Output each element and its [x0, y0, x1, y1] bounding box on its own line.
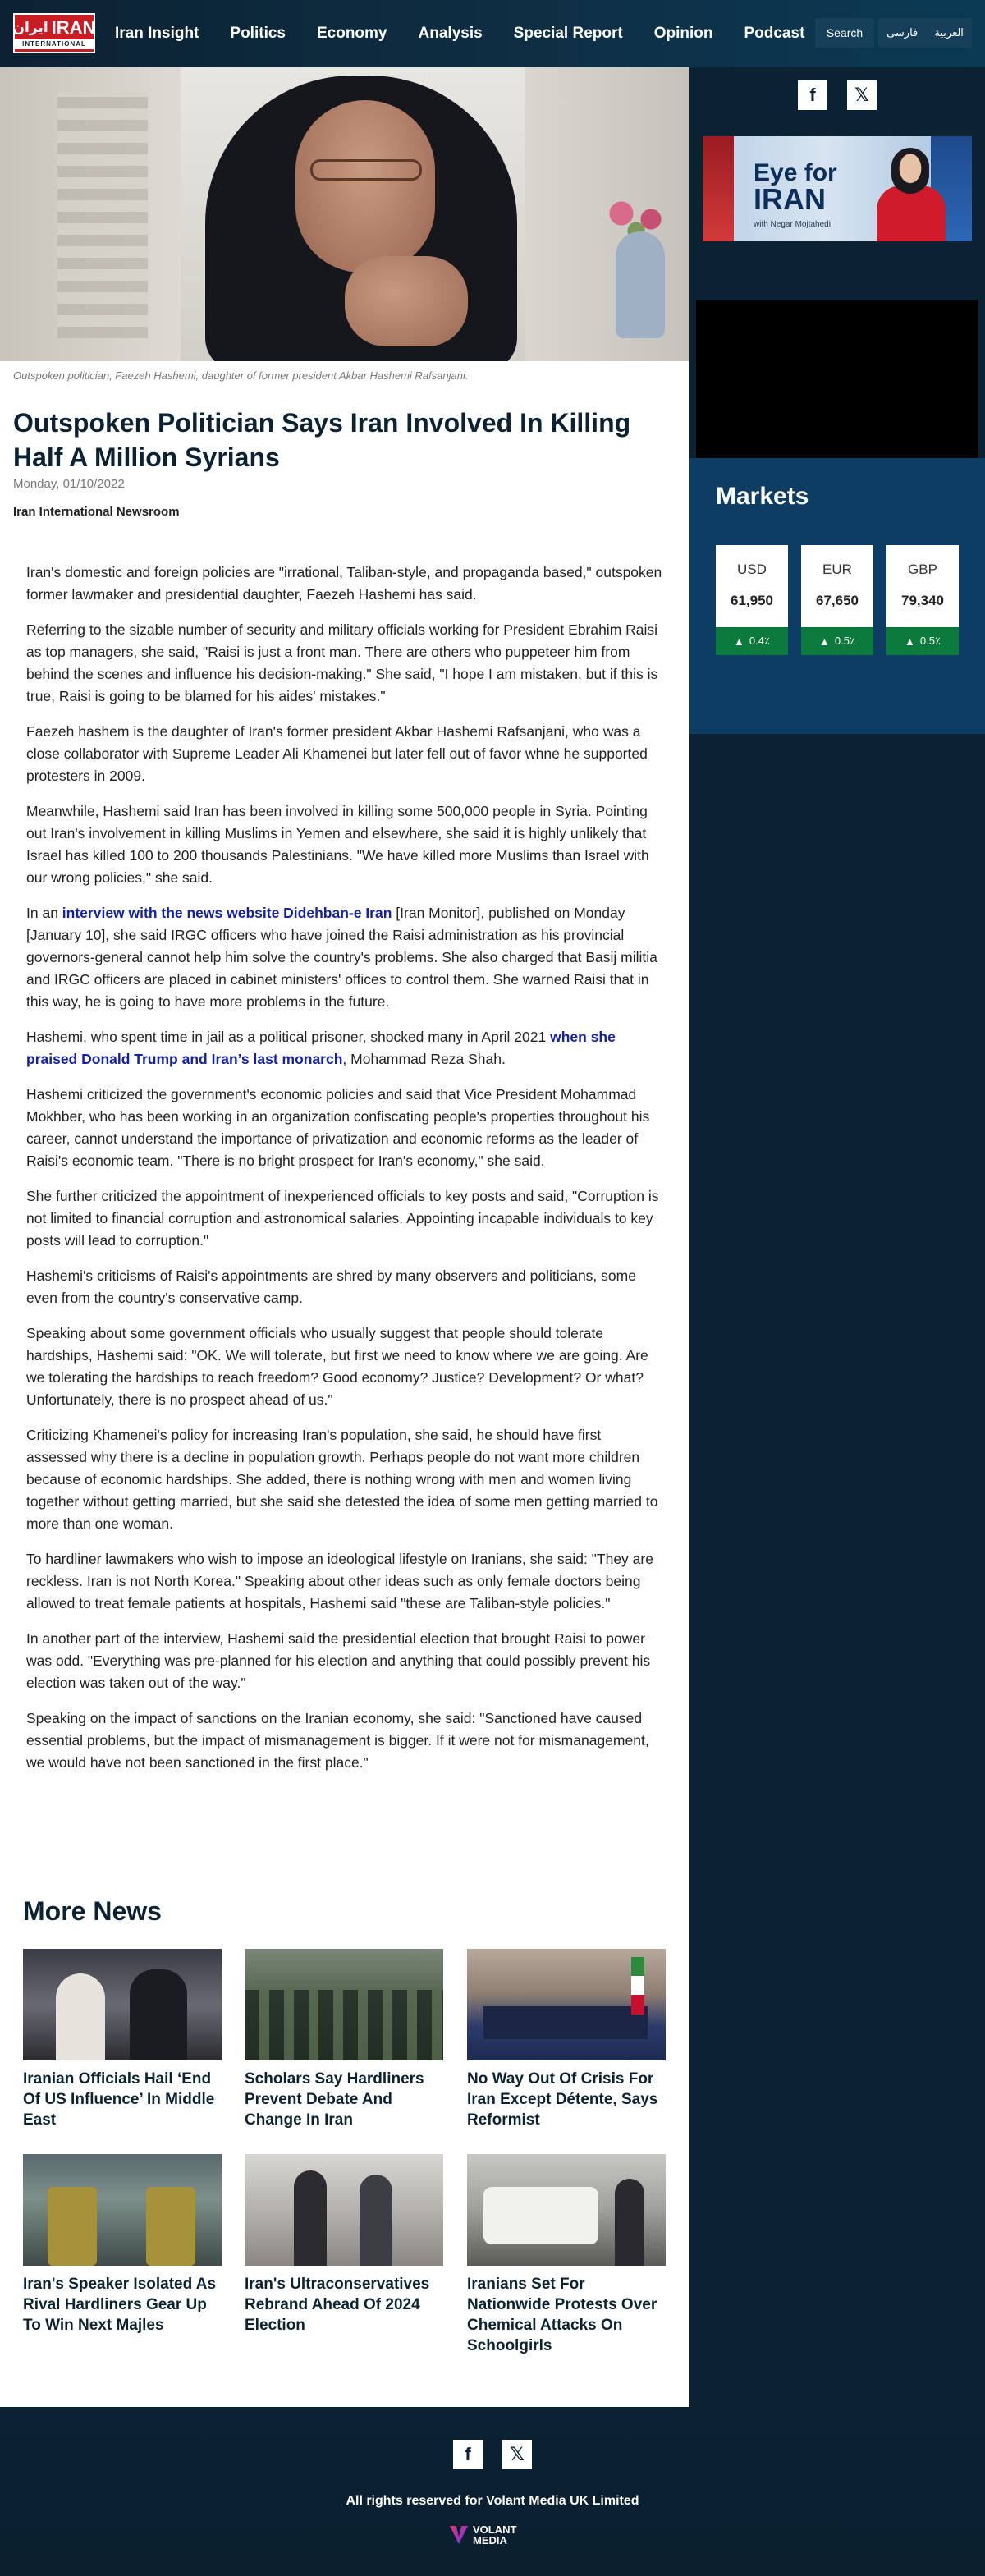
facebook-icon[interactable]: f — [798, 80, 827, 110]
article-hero-image — [0, 67, 690, 361]
footer-logo-line2: MEDIA — [473, 2534, 507, 2546]
article-body — [26, 561, 663, 1787]
news-card-title[interactable]: Iran's Speaker Isolated As Rival Hardliners Gear Up To Win Next Majles — [23, 2276, 217, 2334]
news-thumbnail[interactable] — [467, 2154, 666, 2266]
article-paragraph — [26, 902, 663, 1013]
article-paragraph: Speaking about some government officials who usually suggest that people should tolerate hardships, Hashemi said: "OK. We will tolerate, but first we need to know where we are going. Are we tolerating the hardships to reach freedom? Good economy? Justice? Development? Or what? Unfortunately, there is no prospect ahead of us." — [26, 1325, 648, 1408]
news-card-title[interactable]: Iranian Officials Hail ‘End Of US Influence’ In Middle East — [23, 2070, 215, 2129]
arrow-up-icon: ▲ — [734, 635, 744, 648]
currency-card-usd — [716, 545, 788, 655]
news-thumbnail[interactable] — [245, 2154, 443, 2266]
volant-media-logo[interactable] — [450, 2519, 535, 2551]
footer-copyright: All rights reserved for Volant Media UK Limited — [346, 2494, 639, 2508]
news-thumbnail[interactable] — [467, 1949, 666, 2060]
x-icon[interactable]: 𝕏 — [847, 80, 877, 110]
currency-rate: 67,650 — [816, 593, 859, 608]
article-paragraph: To hardliner lawmakers who wish to impose an ideological lifestyle on Iranians, she said: "They are reckless. Iran is not North Korea." Speaking about other ideas such as only female doctors being allowed to treat female patients at hospitals, Hashemi said "these are Taliban-style policies." — [26, 1551, 653, 1611]
article-paragraph: In another part of the interview, Hashemi said the presidential election that brought Raisi to power was odd. "Everything was pre-planned for his election and anything that could possibly prevent his election was taken out of the way." — [26, 1630, 651, 1691]
article-paragraph: Meanwhile, Hashemi said Iran has been involved in killing some 500,000 people in Syria. Pointing out Iran's involvement in killing Muslims in Yemen and elsewhere, she said it is highly unlikely that Israel has killed 100 to 200 thousands Palestinians. "We have killed more Muslims than Israel with our wrong policies," she said. — [26, 803, 649, 886]
currency-code: GBP — [908, 561, 937, 577]
x-icon[interactable]: 𝕏 — [502, 2440, 532, 2469]
article-paragraph: Speaking on the impact of sanctions on the Iranian economy, she said: "Sanctioned have caused essential problems, but the impact of mismanagement is bigger. If it were not for mismanagement, we would have not been sanctioned in the first place." — [26, 1710, 649, 1771]
nav-opinion[interactable]: Opinion — [653, 25, 713, 42]
article-paragraph — [26, 1026, 663, 1070]
currency-card-gbp — [886, 545, 959, 655]
more-news-section — [23, 1895, 671, 2354]
arrow-up-icon: ▲ — [905, 635, 915, 648]
nav-podcast[interactable]: Podcast — [744, 25, 805, 42]
news-thumbnail[interactable] — [23, 2154, 222, 2266]
news-card[interactable] — [23, 2154, 222, 2335]
image-caption: Outspoken politician, Faezeh Hashemi, daughter of former president Akbar Hashemi Rafsanjani. — [13, 369, 469, 382]
facebook-icon[interactable]: f — [453, 2440, 483, 2469]
sidebar-social-links — [690, 80, 985, 110]
currency-change-value: 0.5٪ — [919, 635, 941, 647]
paragraph-text: , Mohammad Reza Shah. — [342, 1051, 506, 1067]
news-card[interactable] — [467, 2154, 666, 2356]
article-title: Outspoken Politician Says Iran Involved In Killing Half A Million Syrians — [13, 408, 631, 472]
news-card-title[interactable]: Iranians Set For Nationwide Protests Over Chemical Attacks On Schoolgirls — [467, 2276, 657, 2354]
news-thumbnail[interactable] — [245, 1949, 443, 2060]
paragraph-text: In an — [26, 905, 62, 921]
lang-arabic-link[interactable]: العربية — [934, 26, 964, 39]
banner-host-image — [877, 186, 946, 241]
site-header — [0, 0, 985, 67]
banner-title-line2: IRAN — [754, 182, 826, 216]
paragraph-text: Hashemi, who spent time in jail as a political prisoner, shocked many in April 2021 — [26, 1029, 551, 1045]
logo-fa-text: ایران — [12, 19, 48, 36]
logo-subtext: INTERNATIONAL — [15, 39, 94, 49]
news-thumbnail[interactable] — [23, 1949, 222, 2060]
currency-change-value: 0.4٪ — [749, 635, 770, 647]
news-card[interactable] — [245, 1949, 443, 2130]
markets-title: Markets — [716, 483, 809, 510]
news-card[interactable] — [245, 2154, 443, 2335]
news-card-title[interactable]: Scholars Say Hardliners Prevent Debate And Change In Iran — [245, 2070, 424, 2129]
footer-logo-line1: VOLANT — [473, 2523, 517, 2536]
news-card[interactable] — [467, 1949, 666, 2130]
logo-text: IRAN — [51, 16, 96, 38]
article-paragraph: Faezeh hashem is the daughter of Iran's former president Akbar Hashemi Rafsanjani, who was a close collaborator with Supreme Leader Ali Khamenei but later fell out of favor whne he supported protesters in 2009. — [26, 723, 648, 784]
news-card-title[interactable]: Iran's Ultraconservatives Rebrand Ahead Of 2024 Election — [245, 2276, 430, 2334]
sidebar — [690, 67, 985, 2407]
article-date: Monday, 01/10/2022 — [13, 477, 125, 491]
main-nav — [115, 0, 804, 67]
nav-analysis[interactable]: Analysis — [418, 25, 483, 42]
currency-change — [801, 627, 873, 655]
currency-change-value: 0.5٪ — [834, 635, 855, 647]
currency-code: EUR — [822, 561, 852, 577]
article-paragraph: Hashemi criticized the government's economic policies and said that Vice President Mohammad Mokhber, who has been working in an organization confiscating people's properties throughout his career, cannot understand the importance of privatization and economic reforms as the leader of Raisi's economic team. "There is no bright prospect for Iran's economy," she said. — [26, 1086, 650, 1169]
didehban-interview-link[interactable]: interview with the news website Didehban-e Iran — [62, 905, 392, 921]
banner-title-line1: Eye for — [754, 159, 837, 186]
site-footer — [0, 2407, 985, 2576]
nav-iran-insight[interactable]: Iran Insight — [115, 25, 199, 42]
news-card[interactable] — [23, 1949, 222, 2130]
article-paragraph: Iran's domestic and foreign policies are "irrational, Taliban-style, and propaganda based," outspoken former lawmaker and presidential daughter, Faezeh Hashemi has said. — [26, 564, 662, 603]
currency-card-eur — [801, 545, 873, 655]
lang-farsi-link[interactable]: فارسی — [886, 26, 919, 39]
currency-change — [886, 627, 959, 655]
nav-special-report[interactable]: Special Report — [513, 25, 623, 42]
footer-social-links — [0, 2440, 985, 2469]
nav-politics[interactable]: Politics — [230, 25, 286, 42]
currency-code: USD — [737, 561, 767, 577]
currency-change — [716, 627, 788, 655]
article-paragraph: Criticizing Khamenei's policy for increasing Iran's population, she said, he should have first assessed why there is a decline in population growth. Perhaps people do not want more children because of economic hardships. She added, there is nothing wrong with men and women living together without getting married, but she said she detested the idea of some men getting married to more than one woman. — [26, 1427, 658, 1532]
nav-economy[interactable]: Economy — [316, 25, 387, 42]
paragraph-text: [Iran Monitor], published on Monday [January 10], she said IRGC officers who have joined the Raisi administration as his provincial governors-general cannot help him solve the country's problems. She also charged that Basij militia and IRGC officers are placed in cabinet ministers' offices to control them. She warned Raisi that in this way, he is going to have more problems in the future. — [26, 905, 657, 1010]
banner-host-image — [891, 148, 929, 194]
currency-rate: 79,340 — [901, 593, 944, 608]
volant-v-icon — [450, 2526, 468, 2544]
news-card-title[interactable]: No Way Out Of Crisis For Iran Except Détente, Says Reformist — [467, 2070, 658, 2129]
currency-rate: 61,950 — [731, 593, 773, 608]
eye-for-iran-banner[interactable] — [703, 136, 972, 241]
article-paragraph: Hashemi's criticisms of Raisi's appointments are shred by many observers and politicians, some even from the country's conservative camp. — [26, 1267, 636, 1306]
language-switcher — [878, 18, 972, 48]
banner-subtitle: with Negar Mojtahedi — [754, 220, 831, 229]
site-logo[interactable] — [13, 13, 95, 53]
article-paragraph: Referring to the sizable number of security and military officials working for President Ebrahim Raisi as top managers, she said, "Raisi is just a front man. There are others who puppeteer him from behind the scenes and influence his decision-making." She said, "I hope I am mistaken, but if this is true, Raisi is going to be blamed for his aides' mistakes." — [26, 621, 658, 704]
video-player[interactable] — [696, 300, 978, 458]
trump-praise-link[interactable]: when she praised Donald Trump and Iran’s last monarch — [26, 1029, 616, 1067]
arrow-up-icon: ▲ — [819, 635, 830, 648]
article-author: Iran International Newsroom — [13, 505, 180, 519]
search-button[interactable]: Search — [815, 18, 874, 48]
article-paragraph: She further criticized the appointment of inexperienced officials to key posts and said, "Corruption is not limited to financial corruption and astronomical salaries. Appointing incapable individuals to key posts will lead to corruption." — [26, 1188, 659, 1249]
markets-widget — [690, 458, 985, 734]
more-news-title: More News — [23, 1896, 162, 1926]
